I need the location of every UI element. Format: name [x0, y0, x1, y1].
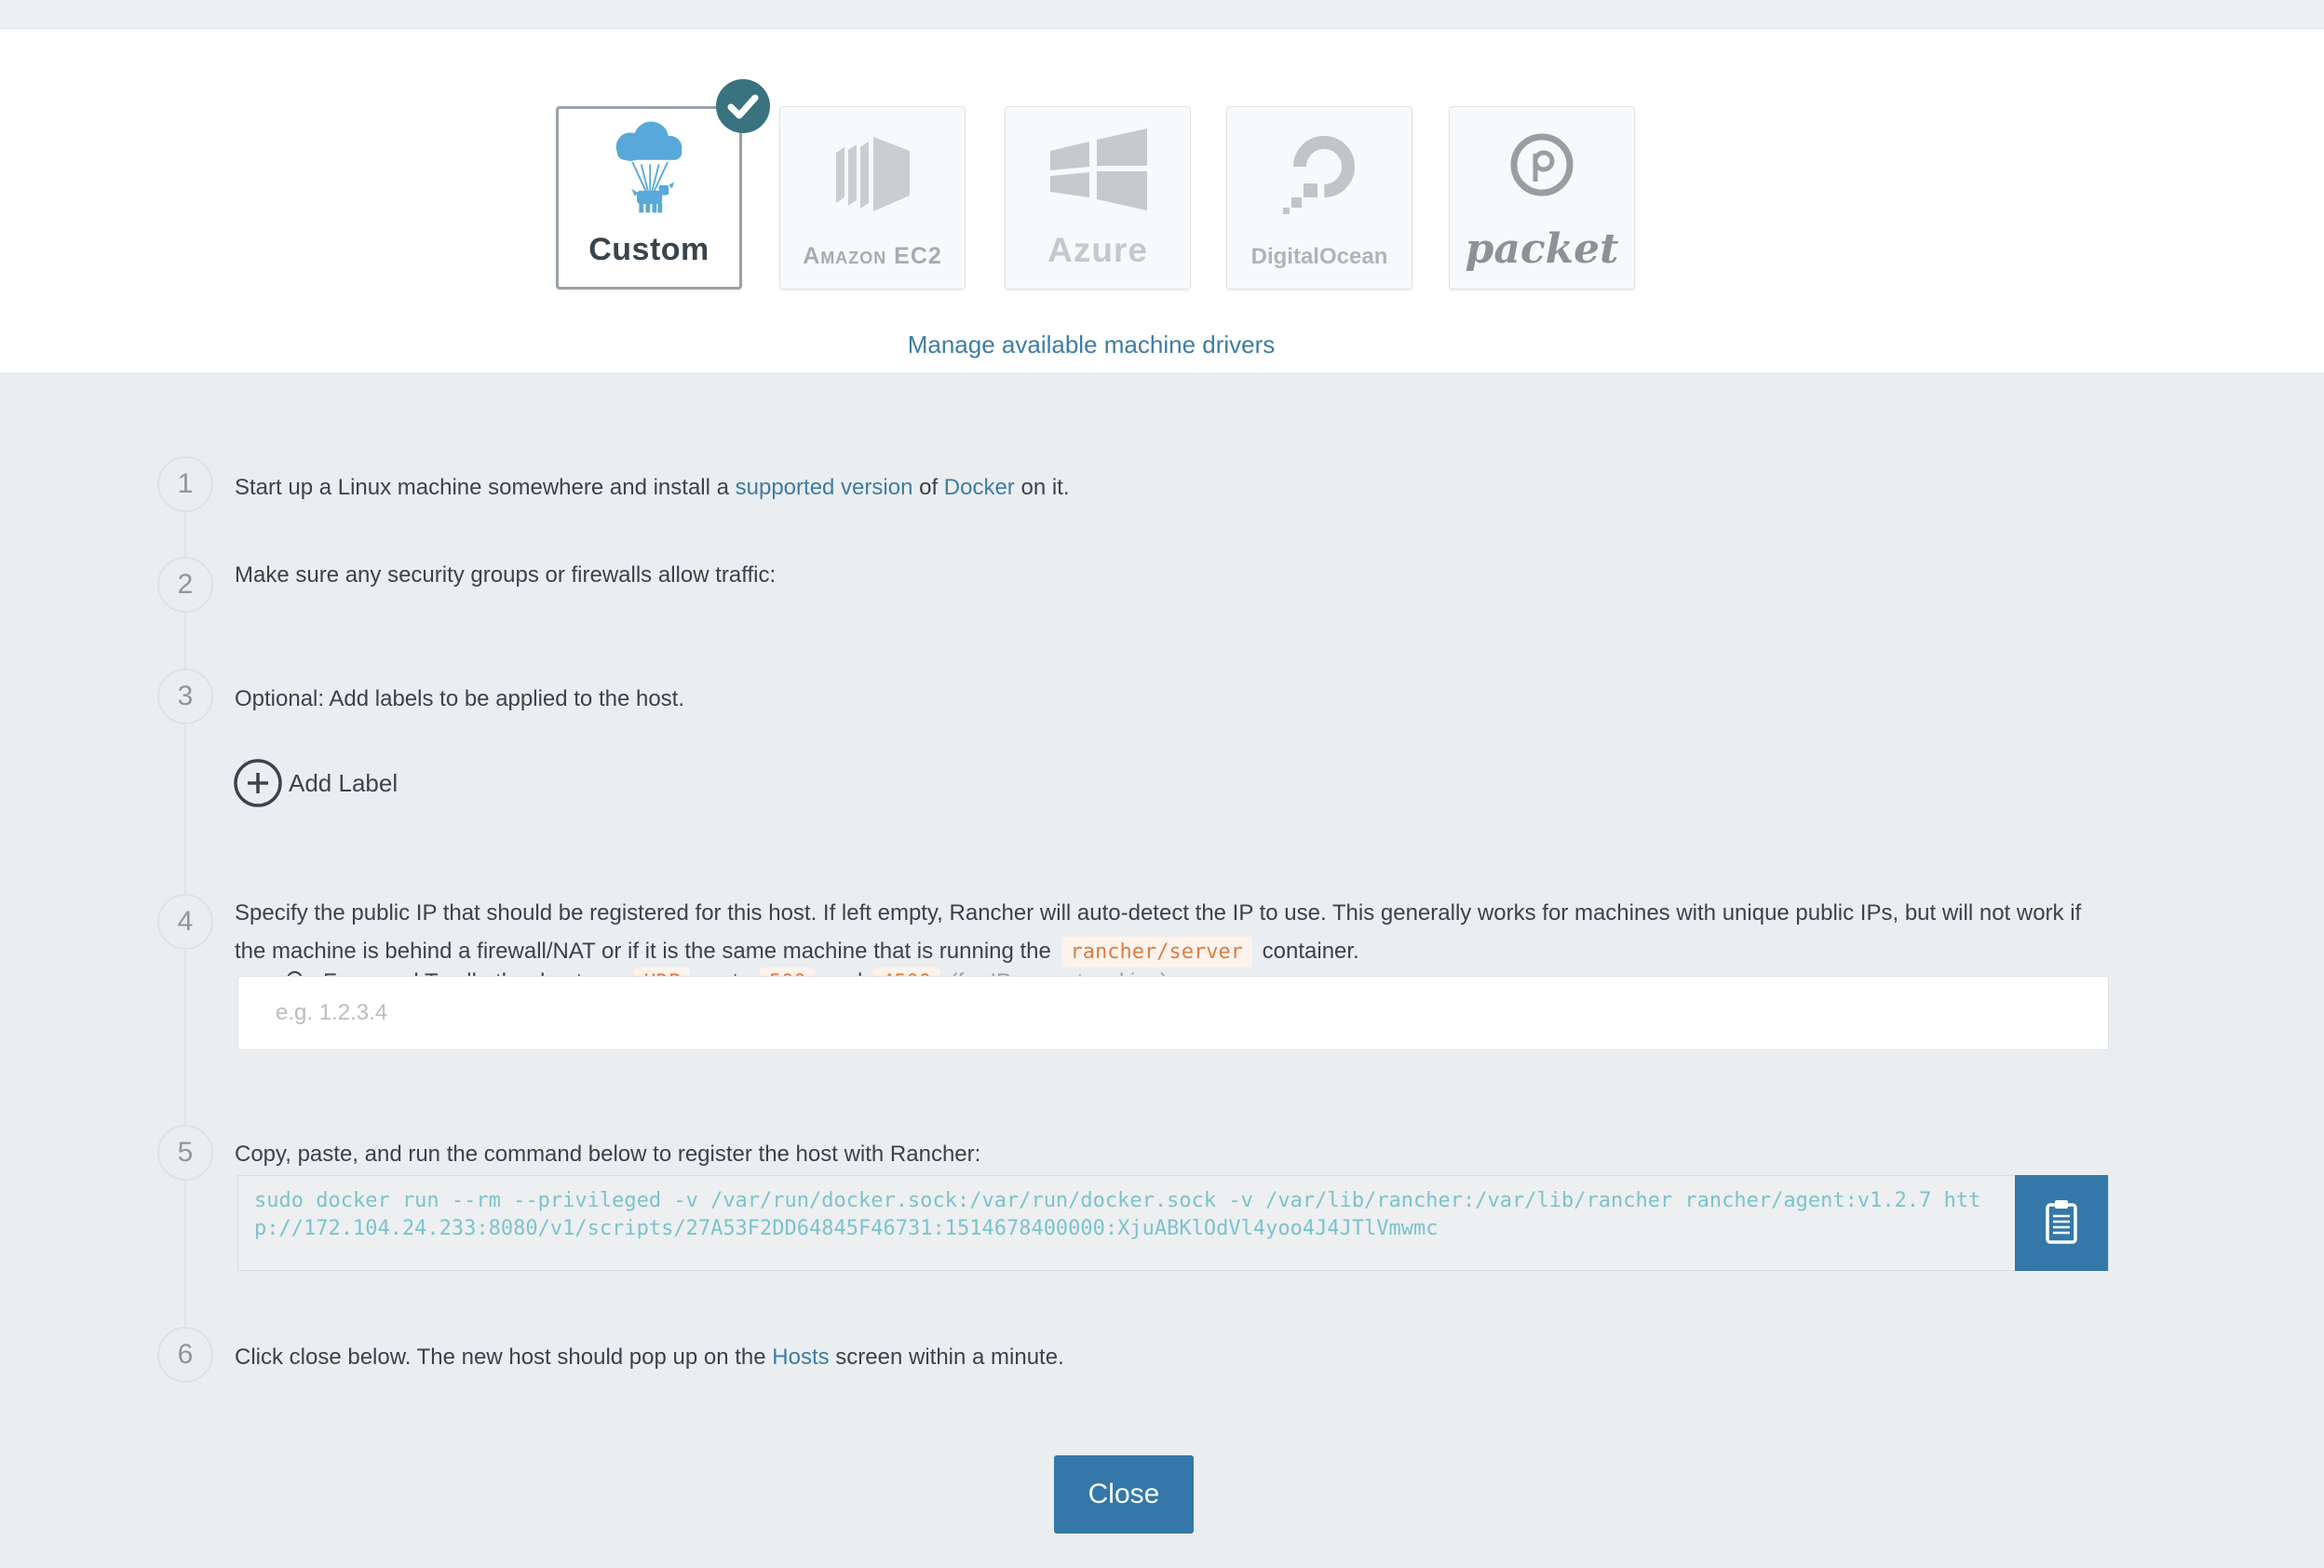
manage-machine-drivers-link[interactable]: Manage available machine drivers: [907, 331, 1276, 358]
plus-circle-icon: [233, 758, 283, 808]
driver-card-label: packet: [1465, 225, 1619, 273]
digitalocean-icon: [1227, 107, 1412, 244]
registration-command[interactable]: sudo docker run --rm --privileged -v /var/run/docker.sock:/var/run/docker.sock -v /var/lib/rancher:/var/lib/rancher rancher/agent:v1.2.7 http://172.104.24.233:8080/v1/scripts/27A53F2DD64845F46731:1514678400000:XjuABKlOdVl4yoo4J4JTlVmwmc: [254, 1189, 1981, 1240]
public-ip-input[interactable]: [237, 976, 2109, 1050]
step-2-heading: Make sure any security groups or firewalls allow traffic:: [235, 562, 777, 588]
step-6-text: Click close below. The new host should pop up on the Hosts screen within a minute.: [235, 1345, 1064, 1370]
driver-card-digitalocean[interactable]: [1226, 106, 1412, 290]
step-3-heading: Optional: Add labels to be applied to the host.: [235, 686, 685, 711]
step-1-number: 1: [157, 456, 213, 512]
custom-driver-icon: [559, 109, 739, 232]
step-5-heading: Copy, paste, and run the command below to register the host with Rancher:: [235, 1142, 981, 1167]
driver-card-packet[interactable]: [1449, 106, 1635, 290]
step-4-number: 4: [157, 894, 213, 950]
driver-card-label: DigitalOcean: [1250, 244, 1388, 269]
add-label-button[interactable]: [233, 757, 398, 809]
step-6-number: 6: [157, 1327, 213, 1383]
driver-card-label: Custom: [588, 232, 709, 267]
rancher-server-code-badge: rancher/server: [1061, 937, 1252, 967]
driver-selection-panel: [0, 29, 2324, 372]
close-button[interactable]: Close: [1054, 1455, 1194, 1534]
step-2-number: 2: [157, 557, 213, 613]
driver-card-custom[interactable]: [556, 106, 742, 290]
driver-card-label: Azure: [1047, 231, 1148, 269]
packet-icon: [1450, 107, 1634, 229]
clipboard-icon: [2041, 1196, 2082, 1250]
registration-command-box: [237, 1175, 2109, 1271]
driver-card-label: Amazon EC2: [803, 243, 942, 269]
azure-windows-icon: [1006, 107, 1190, 231]
step-3-number: 3: [157, 669, 213, 724]
amazon-ec2-icon: [780, 107, 965, 243]
driver-card-amazon-ec2[interactable]: [779, 106, 966, 290]
selected-check-icon: [716, 79, 770, 133]
step-5-number: 5: [157, 1125, 213, 1181]
step-1-text: Start up a Linux machine somewhere and install a supported version of Docker on it.: [235, 475, 1070, 500]
docker-link[interactable]: Docker: [943, 475, 1015, 500]
instructions-panel: [0, 372, 2324, 1568]
hosts-link[interactable]: Hosts: [772, 1345, 830, 1370]
step-4-text: Specify the public IP that should be registered for this host. If left empty, Rancher will auto-detect the IP to use. This generally works for machines with unique public IPs, but will not work if the machine is behind a firewall/NAT or if it is the same machine that is running the rancher/server container.: [235, 894, 2115, 971]
add-label-button-label: Add Label: [289, 768, 399, 797]
top-strip: [0, 0, 2324, 29]
copy-command-button[interactable]: [2015, 1175, 2108, 1271]
supported-version-link[interactable]: supported version: [735, 475, 913, 500]
driver-card-azure[interactable]: [1005, 106, 1191, 290]
